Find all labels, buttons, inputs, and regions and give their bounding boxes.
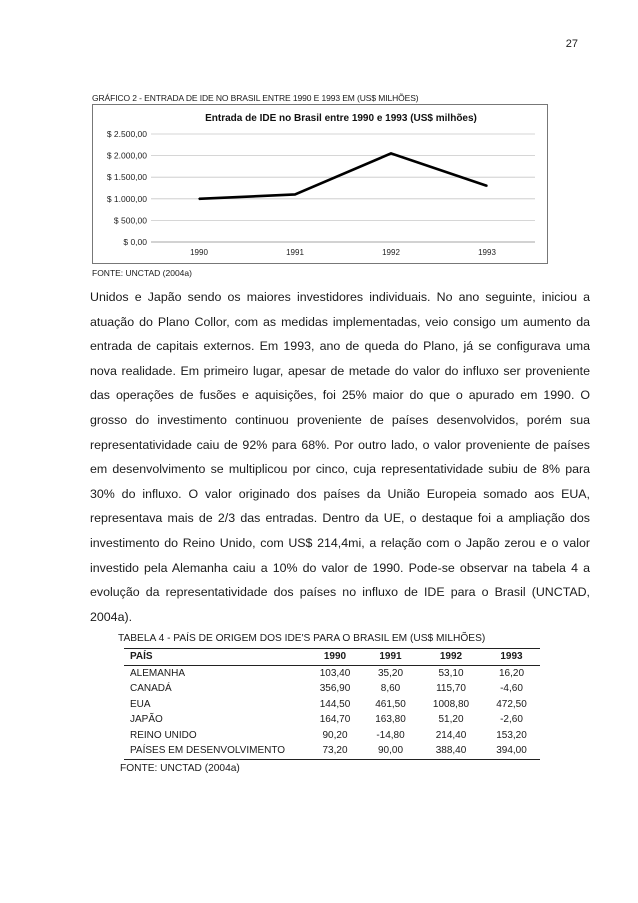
column-header: 1993 bbox=[483, 649, 540, 666]
page-number: 27 bbox=[565, 38, 578, 50]
table-cell: 35,20 bbox=[377, 667, 404, 679]
table-header-row bbox=[124, 649, 540, 666]
table-cell: 164,70 bbox=[319, 714, 351, 725]
table-cell: 144,50 bbox=[319, 698, 351, 710]
table-row bbox=[124, 697, 540, 713]
y-tick-label: $ 2.000,00 bbox=[106, 150, 147, 161]
table-cell: 472,50 bbox=[496, 698, 527, 710]
data-point bbox=[294, 194, 296, 196]
chart-title: Entrada de IDE no Brasil entre 1990 e 1993 (US$ milhões) bbox=[205, 113, 477, 124]
data-point bbox=[486, 185, 488, 187]
table-row bbox=[124, 743, 540, 759]
table-cell: 90,00 bbox=[362, 743, 419, 759]
table-row bbox=[124, 728, 540, 744]
table-cell: 73,20 bbox=[308, 743, 362, 759]
table-cell: 53,10 bbox=[438, 667, 464, 679]
x-tick-label: 1991 bbox=[286, 248, 304, 257]
ide-origin-table bbox=[124, 648, 540, 760]
y-tick-label: $ 2.500,00 bbox=[106, 129, 147, 139]
y-tick-label: $ 0,00 bbox=[123, 237, 147, 247]
chart-caption: GRÁFICO 2 - ENTRADA DE IDE NO BRASIL ENTRE 1990 E 1993 EM (US$ MILHÕES) bbox=[92, 93, 419, 103]
table-row bbox=[124, 681, 540, 697]
table-cell: 388,40 bbox=[419, 743, 483, 759]
table-cell: ALEMANHA bbox=[130, 667, 186, 679]
table-cell: 90,20 bbox=[322, 729, 348, 741]
x-tick-label: 1990 bbox=[190, 248, 208, 257]
table-cell: -2,60 bbox=[500, 714, 523, 725]
column-header: 1991 bbox=[362, 649, 419, 666]
data-point bbox=[198, 198, 200, 200]
table-cell: 16,20 bbox=[498, 667, 525, 679]
chart-source: FONTE: UNCTAD (2004a) bbox=[92, 268, 192, 278]
line-chart-svg bbox=[93, 105, 547, 263]
table-row bbox=[124, 665, 540, 681]
line-chart bbox=[92, 104, 548, 264]
series-line bbox=[199, 153, 487, 198]
table-cell: 214,40 bbox=[435, 729, 467, 741]
column-header: 1990 bbox=[308, 649, 362, 666]
x-tick-label: 1993 bbox=[478, 248, 496, 257]
y-tick-label: $ 1.000,00 bbox=[106, 193, 147, 204]
table-cell: 394,00 bbox=[483, 743, 540, 759]
table-cell: -4,60 bbox=[500, 683, 523, 694]
table-cell: REINO UNIDO bbox=[130, 729, 197, 741]
y-tick-label: $ 1.500,00 bbox=[106, 172, 147, 183]
table-cell: -14,80 bbox=[376, 729, 405, 741]
table-cell: 103,40 bbox=[319, 667, 351, 679]
table-cell: 356,90 bbox=[319, 683, 351, 694]
table-cell: EUA bbox=[130, 698, 151, 710]
column-header: PAÍS bbox=[124, 649, 308, 666]
table-cell: PAÍSES EM DESENVOLVIMENTO bbox=[124, 743, 308, 759]
table-cell: 1008,80 bbox=[432, 698, 470, 710]
table-cell: 51,20 bbox=[438, 714, 464, 725]
table-source: FONTE: UNCTAD (2004a) bbox=[120, 763, 240, 774]
column-header: 1992 bbox=[419, 649, 483, 666]
table-cell: 461,50 bbox=[375, 698, 406, 710]
x-tick-label: 1992 bbox=[382, 248, 400, 257]
table-cell: 8,60 bbox=[380, 683, 401, 694]
table-caption: TABELA 4 - PAÍS DE ORIGEM DOS IDE'S PARA O BRASIL EM (US$ MILHÕES) bbox=[118, 633, 486, 644]
table-cell: 115,70 bbox=[436, 683, 466, 694]
body-paragraph: Unidos e Japão sendo os maiores investidores individuais. No ano seguinte, iniciou a atuação do Plano Collor, com as medidas implementadas, veio consigo um aumento da entrada de capitais externos. Em 1993, ano de queda do Plano, já se configurava uma nova realidade. Em primeiro lugar, apesar de metade do valor do influxo ser proveniente das operações de fusões e aquisições, foi 25% maior do que o apurado em 1990. O grosso do investimento continuou proveniente de países desenvolvidos, porém sua representatividade caiu de 92% para 68%. Por outro lado, o valor proveniente de países em desenvolvimento se multiplicou por cinco, cuja representatividade subiu de 8% para 30% do influxo. O valor originado dos países da União Europeia somado aos EUA, representava mais de 2/3 das entradas. Dentro da UE, o destaque foi a ampliação dos investimento do Reino Unido, com US$ 214,4mi, a relação com o Japão zerou e o valor investido pela Alemanha caiu a 10% do valor de 1990. Pode-se observar na tabela 4 a evolução da representatividade dos países no influxo de IDE para o Brasil (UNCTAD, 2004a). bbox=[90, 290, 590, 624]
table-row bbox=[124, 712, 540, 728]
y-tick-label: $ 500,00 bbox=[113, 215, 147, 226]
table-cell: CANADÁ bbox=[130, 683, 172, 694]
table-cell: 163,80 bbox=[375, 714, 406, 725]
data-point bbox=[390, 153, 392, 155]
table-cell: JAPÃO bbox=[130, 714, 163, 725]
table-cell: 153,20 bbox=[496, 729, 527, 741]
